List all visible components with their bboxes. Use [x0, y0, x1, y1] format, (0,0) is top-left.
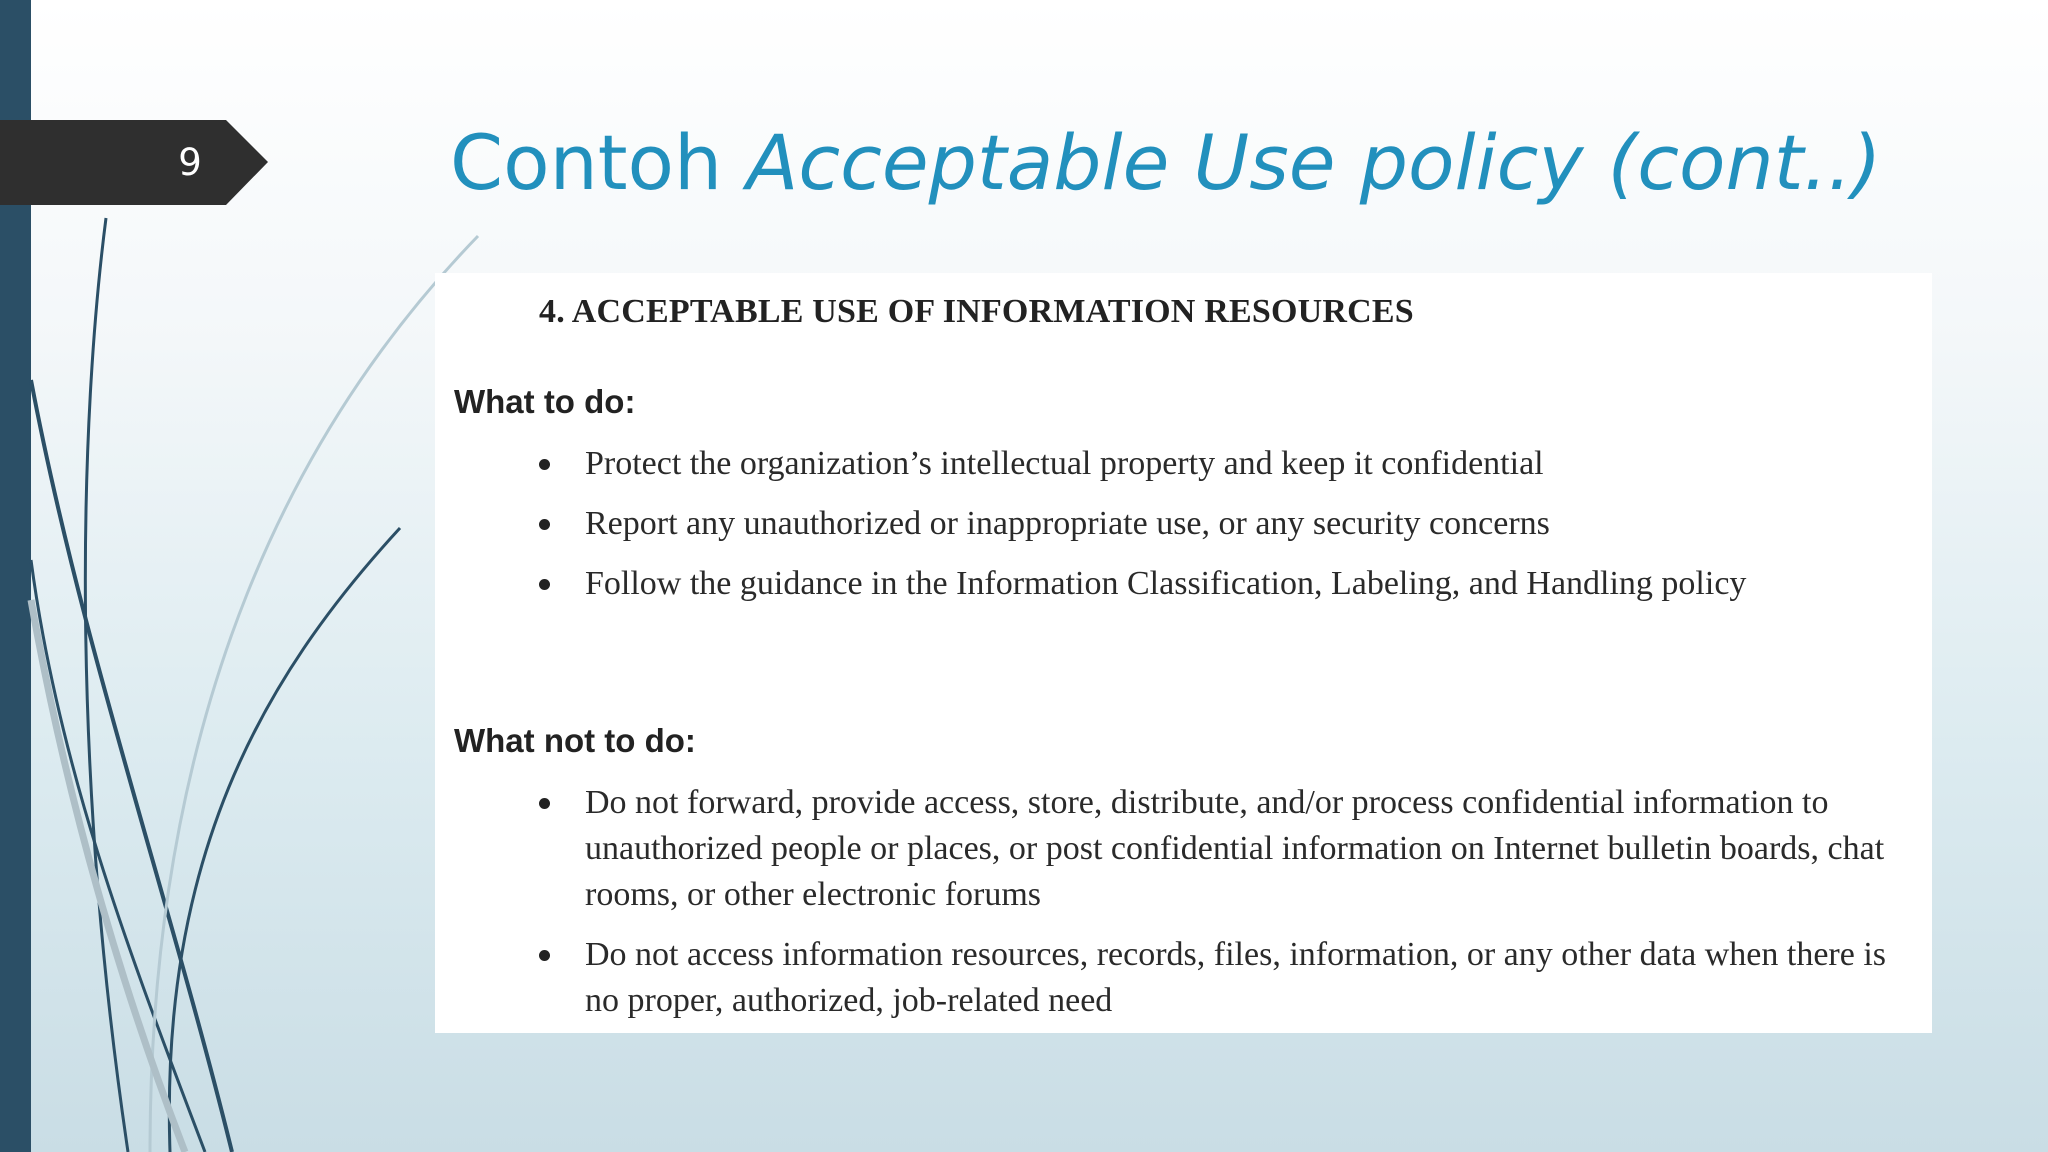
slide-title-italic: Acceptable Use policy (cont..) — [746, 118, 1882, 207]
bullet-icon — [539, 798, 550, 809]
what-to-do-heading: What to do: — [454, 383, 636, 420]
list-item-text: Report any unauthorized or inappropriate use, or any security concerns — [585, 505, 1550, 542]
list-item-text: Protect the organization’s intellectual property and keep it confidential — [585, 445, 1544, 482]
bullet-icon — [539, 519, 550, 530]
what-not-to-do-list — [539, 780, 1922, 1038]
list-item — [539, 561, 1922, 607]
bullet-icon — [539, 579, 550, 590]
list-item — [539, 780, 1922, 918]
list-item — [539, 441, 1922, 487]
bullet-icon — [539, 459, 550, 470]
slide-number: 9 — [178, 141, 202, 184]
slide-title-plain: Contoh — [450, 118, 747, 207]
list-item — [539, 932, 1922, 1024]
slide-number-tab — [0, 120, 268, 205]
what-not-to-do-heading: What not to do: — [454, 722, 696, 759]
list-item-text: Follow the guidance in the Information Classification, Labeling, and Handling policy — [585, 565, 1747, 602]
list-item — [539, 501, 1922, 547]
what-to-do-list — [539, 441, 1922, 621]
slide-title — [450, 108, 2010, 218]
section-heading: 4. ACCEPTABLE USE OF INFORMATION RESOURCES — [539, 293, 1414, 330]
list-item-text: Do not forward, provide access, store, distribute, and/or process confidential information to unauthorized people or places, or post confidential information on Internet bulletin boards, chat rooms, or other electronic forums — [585, 784, 1885, 913]
bullet-icon — [539, 950, 550, 961]
policy-content-image — [435, 273, 1932, 1033]
list-item-text: Do not access information resources, records, files, information, or any other data when there is no proper, authorized, job-related need — [585, 936, 1887, 1019]
